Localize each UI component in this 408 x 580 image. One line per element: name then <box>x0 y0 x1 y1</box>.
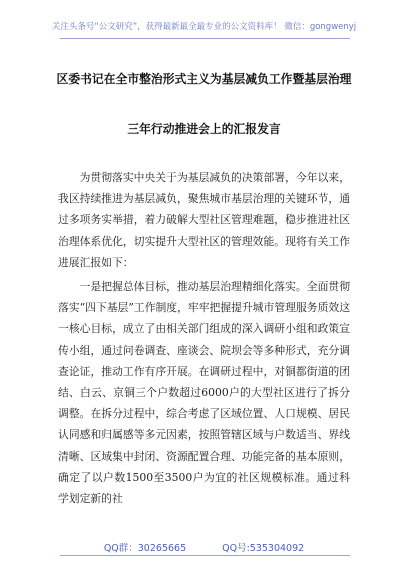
paragraph-intro: 为贯彻落实中央关于为基层减负的决策部署，今年以来，我区持续推进为基层减负，聚焦城市基层治理的关键环节，通过多项务实举措，着力破解大型社区管理难题，稳步推进社区治理体系优化，切实提升大型社区的管理效能。现将有关工作进展汇报如下： <box>58 171 350 269</box>
footer-qq-group: QQ群：30265665 <box>103 543 187 554</box>
document-title-line-1: 区委书记在全市整治形式主义为基层减负工作暨基层治理 <box>56 72 352 86</box>
header-divider <box>60 38 350 39</box>
footer-qq-number: QQ号:535304092 <box>222 543 305 554</box>
document-title-line-2: 三年行动推进会上的汇报发言 <box>127 122 281 136</box>
footer-divider <box>60 555 350 556</box>
page-header: 关注头条号“公文研究”，获得最新最全最专业的公文资料库！ 微信：gongwenyj <box>51 22 357 32</box>
paragraph-point-1: 一是把握总体目标，推动基层治理精细化落实。全面贯彻落实“四下基层”工作制度，牢牢把握提升城市管理服务质效这一核心目标，成立了由相关部门组成的深入调研小组和政策宣传小组，通过问卷调查、座谈会、院坝会等多种形式，充分调查论证，推动工作有序开展。在调研过程中，对铜都街道的团结、白云、京铜三个户数超过6000户的大型社区进行了拆分调整。在拆分过程中，综合考虑了区域位置、人口规模、居民认同感和归属感等多元因素，按照管辖区域与户数适当、界线清晰、区域集中封闭、资源配置合理、功能完备的基本原则，确定了以户数1500至3500户为宜的社区规模标准。通过科学划定新的社 <box>58 280 350 506</box>
document-body <box>58 167 350 512</box>
page-footer <box>0 540 408 554</box>
